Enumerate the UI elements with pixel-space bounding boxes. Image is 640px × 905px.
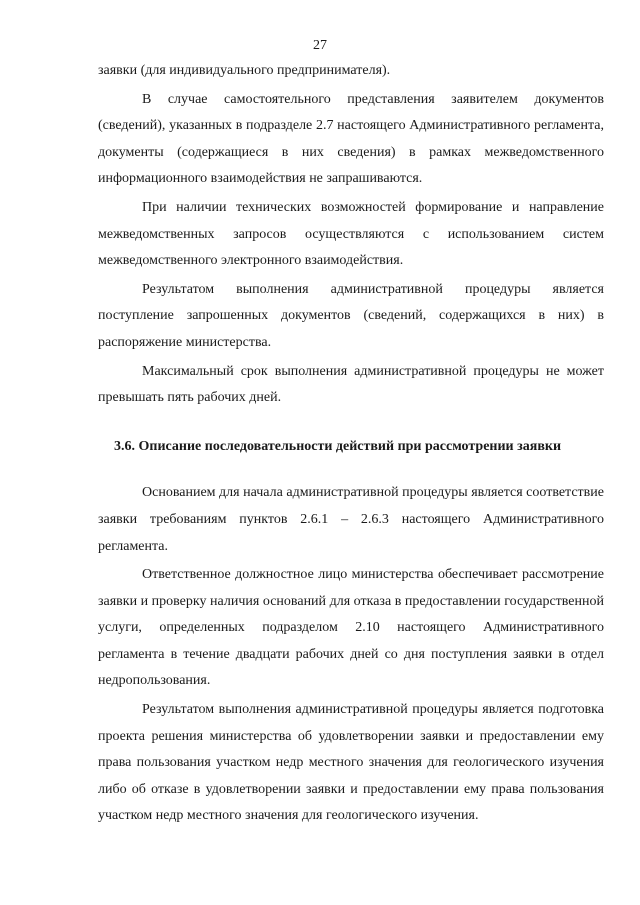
paragraph-basis: Основанием для начала административной процедуры является соответствие заявки требованиям пунктов 2.6.1 – 2.6.3 настоящего Административного регламента.	[98, 485, 604, 554]
spacer	[98, 460, 604, 480]
paragraph-procedure-result: Результатом выполнения административной процедуры является поступление запрошенных документов (сведений, содержащихся в них) в распоряжение министерства.	[98, 281, 604, 350]
paragraph-technical-capabilities: При наличии технических возможностей формирование и направление межведомственных запросов осуществляются с использованием систем межведомственного электронного взаимодействия.	[98, 199, 604, 269]
spacer	[98, 412, 604, 434]
page-number: 27	[313, 38, 327, 53]
paragraph-independent-submission: В случае самостоятельного представления заявителем документов (сведений), указанных в подразделе 2.7 настоящего Административного регламента, документы (содержащиеся в них сведения) в рамках межведомственного информационного взаимодействия не запрашиваются.	[98, 91, 604, 187]
paragraph-maximum-term: Максимальный срок выполнения административной процедуры не может превышать пять рабочих дней.	[98, 363, 604, 406]
paragraph-responsible-official: Ответственное должностное лицо министерства обеспечивает рассмотрение заявки и проверку наличия оснований для отказа в предоставлении государственной услуги, определенных подразделом 2.10 настоящего Административного регламента в течение двадцати рабочих дней со дня поступления заявки в отдел недропользования.	[98, 567, 604, 689]
document-body	[98, 58, 604, 830]
paragraph-continuation: заявки (для индивидуального предпринимателя).	[98, 63, 391, 78]
section-heading: 3.6. Описание последовательности действий при рассмотрении заявки	[114, 438, 562, 454]
paragraph-result-decision: Результатом выполнения административной процедуры является подготовка проекта решения министерства об удовлетворении заявки и предоставлении ему права пользования участком недр местного значения для геологического изучения либо об отказе в удовлетворении заявки и предоставлении ему права пользования участком недр местного значения для геологического изучения.	[98, 702, 604, 824]
